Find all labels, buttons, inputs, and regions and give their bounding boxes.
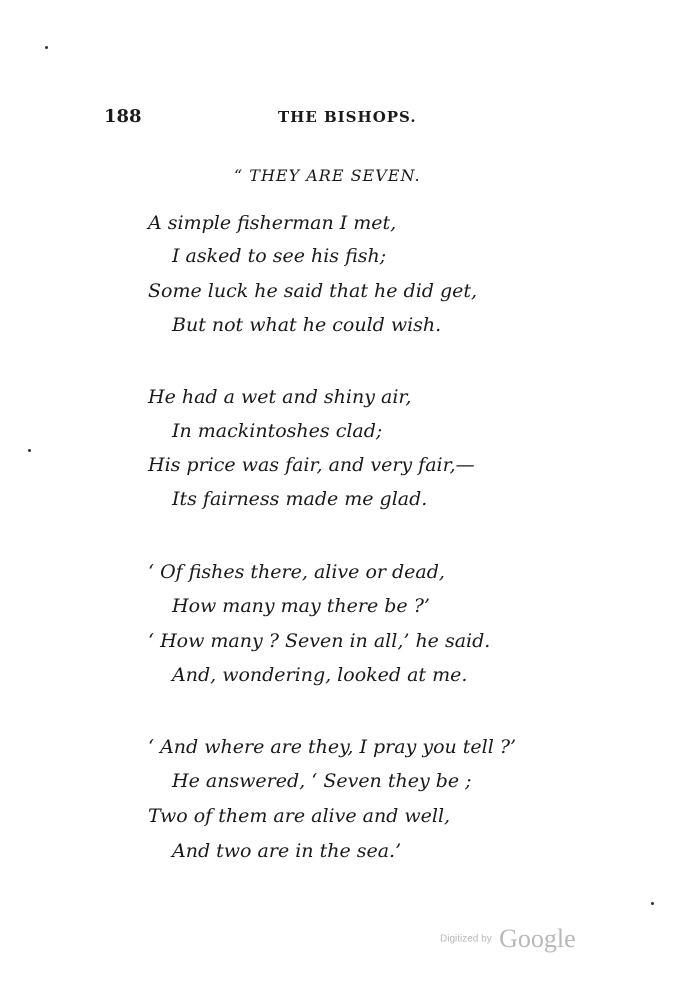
- poem-line: Some luck he said that he did get,: [148, 280, 478, 302]
- poem-title: “ THEY ARE SEVEN.: [234, 166, 421, 185]
- scan-speck: [28, 449, 31, 452]
- poem-line: He answered, ‘ Seven they be ;: [172, 770, 472, 792]
- poem-line: ‘ How many ? Seven in all,’ he said.: [148, 630, 491, 652]
- poem-line: ‘ Of fishes there, alive or dead,: [148, 561, 445, 583]
- scan-speck: [651, 902, 654, 905]
- google-logo: Google: [499, 924, 576, 953]
- poem-line: Two of them are alive and well,: [148, 805, 451, 827]
- scan-speck: [45, 46, 48, 49]
- poem-line: And, wondering, looked at me.: [172, 664, 468, 686]
- poem-line: He had a wet and shiny air,: [148, 386, 412, 408]
- watermark-prefix: Digitized by: [440, 933, 492, 945]
- poem-line: I asked to see his fish;: [172, 245, 387, 267]
- poem-line: A simple fisherman I met,: [148, 212, 397, 234]
- poem-line: How many may there be ?’: [172, 595, 430, 617]
- poem-line: And two are in the sea.’: [172, 840, 402, 862]
- poem-line: His price was fair, and very fair,—: [148, 454, 475, 476]
- poem-line: Its fairness made me glad.: [172, 488, 428, 510]
- poem-line: In mackintoshes clad;: [172, 420, 383, 442]
- poem-line: ‘ And where are they, I pray you tell ?’: [148, 736, 517, 758]
- poem-line: But not what he could wish.: [172, 314, 442, 336]
- digitized-by-google-watermark: [440, 924, 576, 954]
- page-number: 188: [104, 106, 142, 127]
- running-head: THE BISHOPS.: [278, 108, 417, 126]
